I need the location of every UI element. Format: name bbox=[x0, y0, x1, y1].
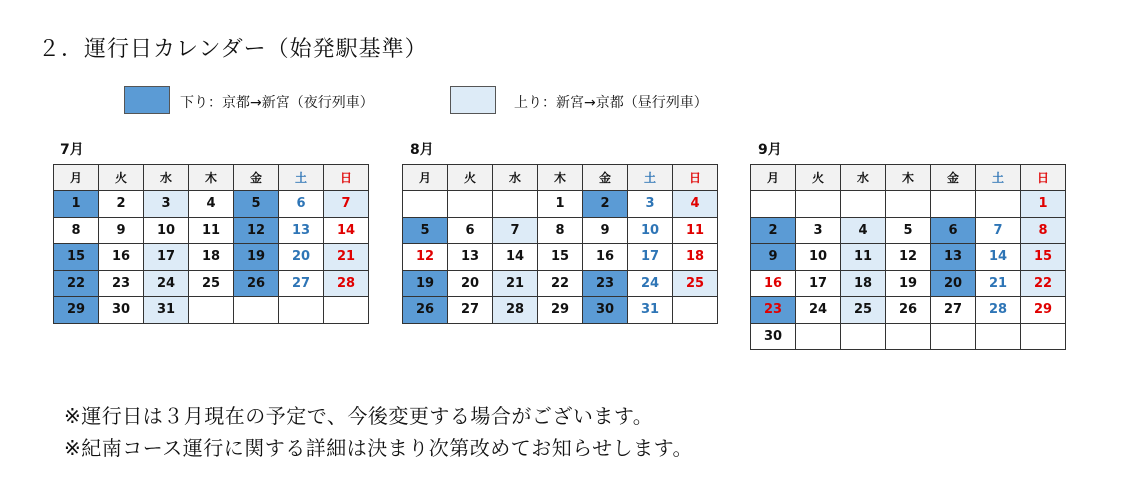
calendar-day-cell: 5 bbox=[886, 217, 931, 244]
calendar-week-row bbox=[751, 270, 1066, 297]
calendar-day-cell bbox=[751, 191, 796, 218]
calendar-day-cell: 11 bbox=[841, 244, 886, 271]
calendar-week-row bbox=[54, 217, 369, 244]
calendar-day-cell: 10 bbox=[628, 217, 673, 244]
weekday-header: 土 bbox=[976, 165, 1021, 191]
weekday-header: 金 bbox=[583, 165, 628, 191]
calendar-day-cell: 7 bbox=[976, 217, 1021, 244]
calendar-day-cell: 25 bbox=[189, 270, 234, 297]
calendar-day-cell: 4 bbox=[189, 191, 234, 218]
calendar-day-cell: 15 bbox=[1021, 244, 1066, 271]
calendar-day-cell: 30 bbox=[583, 297, 628, 324]
calendar-week-row bbox=[751, 297, 1066, 324]
calendar-day-cell: 3 bbox=[144, 191, 189, 218]
calendar-day-cell bbox=[403, 191, 448, 218]
calendar-day-cell: 14 bbox=[493, 244, 538, 271]
calendar-week-row bbox=[403, 244, 718, 271]
calendar-week-row bbox=[751, 323, 1066, 350]
calendar-day-cell bbox=[796, 323, 841, 350]
calendar-day-cell: 13 bbox=[931, 244, 976, 271]
month-label-september: 9月 bbox=[758, 142, 782, 158]
calendar-day-cell: 31 bbox=[628, 297, 673, 324]
calendar-day-cell: 6 bbox=[279, 191, 324, 218]
calendar-day-cell bbox=[189, 297, 234, 324]
calendar-day-cell: 2 bbox=[751, 217, 796, 244]
calendar-day-cell: 21 bbox=[324, 244, 369, 271]
calendar-day-cell: 1 bbox=[54, 191, 99, 218]
calendar-week-row bbox=[403, 297, 718, 324]
calendar-day-cell: 12 bbox=[403, 244, 448, 271]
weekday-header: 水 bbox=[841, 165, 886, 191]
weekday-header: 木 bbox=[886, 165, 931, 191]
weekday-header: 日 bbox=[1021, 165, 1066, 191]
calendar-september bbox=[750, 164, 1066, 350]
calendar-day-cell: 17 bbox=[144, 244, 189, 271]
calendar-july bbox=[53, 164, 369, 324]
calendar-day-cell: 16 bbox=[751, 270, 796, 297]
weekday-header: 月 bbox=[751, 165, 796, 191]
calendar-day-cell: 21 bbox=[493, 270, 538, 297]
weekday-header: 火 bbox=[448, 165, 493, 191]
calendar-day-cell bbox=[976, 191, 1021, 218]
calendar-day-cell: 4 bbox=[841, 217, 886, 244]
weekday-header: 日 bbox=[324, 165, 369, 191]
calendar-day-cell: 12 bbox=[886, 244, 931, 271]
weekday-header: 水 bbox=[144, 165, 189, 191]
calendar-august bbox=[402, 164, 718, 324]
note-line-2: ※紀南コース運行に関する詳細は決まり次第改めてお知らせします。 bbox=[64, 436, 694, 460]
calendar-day-cell: 12 bbox=[234, 217, 279, 244]
calendar-week-row bbox=[54, 270, 369, 297]
calendar-day-cell: 8 bbox=[54, 217, 99, 244]
calendar-day-cell: 14 bbox=[976, 244, 1021, 271]
calendar-day-cell: 16 bbox=[583, 244, 628, 271]
weekday-header: 火 bbox=[99, 165, 144, 191]
calendar-day-cell bbox=[234, 297, 279, 324]
calendar-week-row bbox=[751, 244, 1066, 271]
month-label-august: 8月 bbox=[410, 142, 434, 158]
calendar-day-cell: 28 bbox=[976, 297, 1021, 324]
weekday-header: 木 bbox=[538, 165, 583, 191]
calendar-day-cell: 11 bbox=[673, 217, 718, 244]
calendar-day-cell: 27 bbox=[448, 297, 493, 324]
calendar-day-cell: 18 bbox=[189, 244, 234, 271]
calendar-day-cell: 28 bbox=[324, 270, 369, 297]
calendar-day-cell bbox=[796, 191, 841, 218]
calendar-day-cell bbox=[279, 297, 324, 324]
calendar-day-cell: 13 bbox=[448, 244, 493, 271]
calendar-day-cell: 26 bbox=[403, 297, 448, 324]
calendar-day-cell bbox=[673, 297, 718, 324]
calendar-day-cell: 26 bbox=[234, 270, 279, 297]
calendar-day-cell: 24 bbox=[144, 270, 189, 297]
calendar-day-cell: 10 bbox=[796, 244, 841, 271]
calendar-day-cell: 11 bbox=[189, 217, 234, 244]
calendar-day-cell: 17 bbox=[796, 270, 841, 297]
calendar-day-cell: 15 bbox=[54, 244, 99, 271]
calendar-day-cell: 31 bbox=[144, 297, 189, 324]
calendar-day-cell: 7 bbox=[493, 217, 538, 244]
weekday-header: 月 bbox=[403, 165, 448, 191]
calendar-day-cell bbox=[841, 191, 886, 218]
calendar-day-cell: 1 bbox=[1021, 191, 1066, 218]
calendar-day-cell: 28 bbox=[493, 297, 538, 324]
calendar-day-cell: 30 bbox=[751, 323, 796, 350]
legend-label-up: 上り：新宮→京都（昼行列車） bbox=[514, 95, 708, 111]
month-label-july: 7月 bbox=[60, 142, 84, 158]
calendar-day-cell: 18 bbox=[673, 244, 718, 271]
calendar-day-cell: 29 bbox=[538, 297, 583, 324]
calendar-day-cell: 21 bbox=[976, 270, 1021, 297]
calendar-day-cell: 10 bbox=[144, 217, 189, 244]
calendar-day-cell: 18 bbox=[841, 270, 886, 297]
calendar-day-cell bbox=[931, 191, 976, 218]
calendar-day-cell: 23 bbox=[583, 270, 628, 297]
calendar-day-cell: 20 bbox=[448, 270, 493, 297]
weekday-header: 土 bbox=[628, 165, 673, 191]
calendar-day-cell bbox=[886, 191, 931, 218]
legend-swatch-up bbox=[450, 86, 496, 114]
calendar-week-row bbox=[54, 297, 369, 324]
legend-swatch-down bbox=[124, 86, 170, 114]
weekday-header: 木 bbox=[189, 165, 234, 191]
weekday-header: 水 bbox=[493, 165, 538, 191]
calendar-day-cell bbox=[841, 323, 886, 350]
calendar-day-cell: 3 bbox=[796, 217, 841, 244]
weekday-header: 金 bbox=[234, 165, 279, 191]
calendar-day-cell: 25 bbox=[841, 297, 886, 324]
calendar-day-cell: 6 bbox=[448, 217, 493, 244]
weekday-header: 金 bbox=[931, 165, 976, 191]
calendar-day-cell: 8 bbox=[538, 217, 583, 244]
calendar-day-cell bbox=[448, 191, 493, 218]
calendar-day-cell bbox=[976, 323, 1021, 350]
calendar-day-cell: 22 bbox=[538, 270, 583, 297]
calendar-day-cell: 17 bbox=[628, 244, 673, 271]
calendar-day-cell: 24 bbox=[796, 297, 841, 324]
page-title: ２．運行日カレンダー（始発駅基準） bbox=[38, 37, 428, 62]
calendar-day-cell: 27 bbox=[931, 297, 976, 324]
calendar-day-cell: 22 bbox=[54, 270, 99, 297]
calendar-day-cell: 25 bbox=[673, 270, 718, 297]
calendar-week-row bbox=[54, 191, 369, 218]
calendar-day-cell bbox=[931, 323, 976, 350]
weekday-header: 日 bbox=[673, 165, 718, 191]
calendar-day-cell: 30 bbox=[99, 297, 144, 324]
calendar-day-cell: 2 bbox=[99, 191, 144, 218]
calendar-day-cell bbox=[324, 297, 369, 324]
calendar-day-cell: 29 bbox=[1021, 297, 1066, 324]
calendar-day-cell: 19 bbox=[886, 270, 931, 297]
calendar-day-cell: 19 bbox=[403, 270, 448, 297]
calendar-day-cell: 20 bbox=[931, 270, 976, 297]
calendar-day-cell: 26 bbox=[886, 297, 931, 324]
weekday-header: 月 bbox=[54, 165, 99, 191]
calendar-day-cell: 6 bbox=[931, 217, 976, 244]
calendar-day-cell: 3 bbox=[628, 191, 673, 218]
calendar-day-cell: 9 bbox=[99, 217, 144, 244]
calendar-day-cell: 1 bbox=[538, 191, 583, 218]
calendar-day-cell: 15 bbox=[538, 244, 583, 271]
calendar-day-cell: 23 bbox=[751, 297, 796, 324]
calendar-day-cell: 5 bbox=[234, 191, 279, 218]
calendar-week-row bbox=[403, 217, 718, 244]
calendar-day-cell: 23 bbox=[99, 270, 144, 297]
calendar-day-cell: 22 bbox=[1021, 270, 1066, 297]
calendar-day-cell: 9 bbox=[751, 244, 796, 271]
calendar-day-cell: 2 bbox=[583, 191, 628, 218]
calendar-day-cell: 29 bbox=[54, 297, 99, 324]
calendar-day-cell: 14 bbox=[324, 217, 369, 244]
calendar-day-cell bbox=[493, 191, 538, 218]
calendar-week-row bbox=[751, 217, 1066, 244]
calendar-day-cell bbox=[1021, 323, 1066, 350]
calendar-day-cell: 8 bbox=[1021, 217, 1066, 244]
calendar-day-cell: 7 bbox=[324, 191, 369, 218]
note-line-1: ※運行日は３月現在の予定で、今後変更する場合がございます。 bbox=[64, 404, 654, 428]
calendar-day-cell: 9 bbox=[583, 217, 628, 244]
calendar-week-row bbox=[54, 244, 369, 271]
legend-label-down: 下り：京都→新宮（夜行列車） bbox=[180, 95, 374, 111]
calendar-day-cell bbox=[886, 323, 931, 350]
calendar-day-cell: 24 bbox=[628, 270, 673, 297]
calendar-week-row bbox=[403, 270, 718, 297]
calendar-day-cell: 27 bbox=[279, 270, 324, 297]
calendar-day-cell: 5 bbox=[403, 217, 448, 244]
calendar-day-cell: 4 bbox=[673, 191, 718, 218]
calendar-day-cell: 16 bbox=[99, 244, 144, 271]
calendar-day-cell: 20 bbox=[279, 244, 324, 271]
calendar-day-cell: 13 bbox=[279, 217, 324, 244]
weekday-header: 土 bbox=[279, 165, 324, 191]
weekday-header: 火 bbox=[796, 165, 841, 191]
calendar-day-cell: 19 bbox=[234, 244, 279, 271]
calendar-week-row bbox=[751, 191, 1066, 218]
calendar-week-row bbox=[403, 191, 718, 218]
